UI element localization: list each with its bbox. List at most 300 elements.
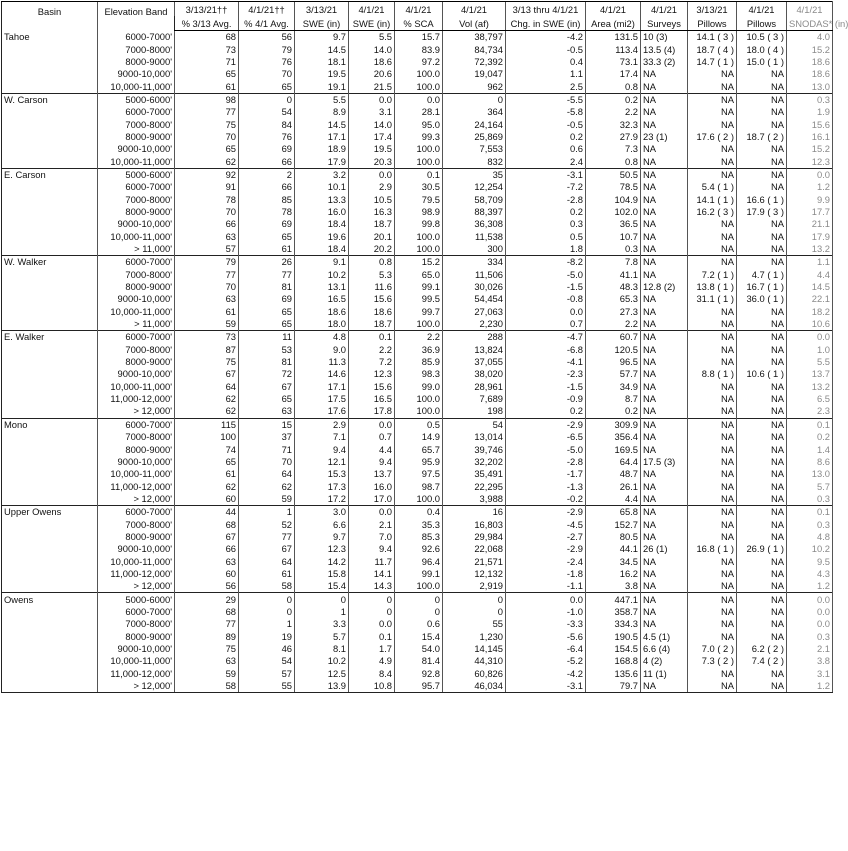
pillows-apr-cell: NA xyxy=(737,80,787,93)
pillows-mar-cell: 7.2 ( 1 ) xyxy=(688,269,737,281)
basin-cell xyxy=(2,456,98,468)
sca-cell: 98.9 xyxy=(395,206,443,218)
chg-cell: -4.2 xyxy=(506,31,586,44)
area-cell: 78.5 xyxy=(586,181,641,193)
basin-cell xyxy=(2,281,98,293)
chg-cell: -0.9 xyxy=(506,393,586,405)
header-vol-date: 4/1/21 xyxy=(443,2,506,17)
elevation-band-cell: 11,000-12,000' xyxy=(98,393,175,405)
surveys-cell: NA xyxy=(641,593,688,606)
sca-cell: 100.0 xyxy=(395,493,443,506)
vol-cell: 46,034 xyxy=(443,680,506,693)
sca-cell: 85.9 xyxy=(395,356,443,368)
snodas-cell: 13.0 xyxy=(787,468,833,480)
surveys-cell: NA xyxy=(641,368,688,380)
swe-apr-cell: 0 xyxy=(349,606,395,618)
vol-cell: 39,746 xyxy=(443,443,506,455)
snodas-cell: 17.9 xyxy=(787,231,833,243)
table-row xyxy=(2,668,833,680)
table-row xyxy=(2,368,833,380)
snodas-cell: 15.2 xyxy=(787,143,833,155)
basin-cell xyxy=(2,43,98,55)
pillows-mar-cell: 5.4 ( 1 ) xyxy=(688,181,737,193)
basin-cell xyxy=(2,68,98,80)
sca-cell: 100.0 xyxy=(395,143,443,155)
snodas-cell: 3.1 xyxy=(787,668,833,680)
vol-cell: 13,824 xyxy=(443,344,506,356)
pct-avg-cell: 65 xyxy=(175,143,239,155)
swe-mar-cell: 15.3 xyxy=(295,468,349,480)
table-row xyxy=(2,318,833,331)
header-surveys: Surveys xyxy=(641,16,688,31)
pillows-mar-cell: NA xyxy=(688,155,737,168)
pct-apr-cell: 61 xyxy=(239,568,295,580)
area-cell: 154.5 xyxy=(586,643,641,655)
surveys-cell: NA xyxy=(641,218,688,230)
sca-cell: 92.6 xyxy=(395,543,443,555)
header-pct-avg-date: 3/13/21†† xyxy=(175,2,239,17)
elevation-band-cell: 7000-8000' xyxy=(98,193,175,205)
sca-cell: 0.4 xyxy=(395,506,443,519)
table-row xyxy=(2,493,833,506)
pillows-apr-cell: NA xyxy=(737,518,787,530)
snodas-cell: 16.1 xyxy=(787,131,833,143)
elevation-band-cell: 10,000-11,000' xyxy=(98,468,175,480)
swe-apr-cell: 8.4 xyxy=(349,668,395,680)
basin-cell xyxy=(2,381,98,393)
sca-cell: 0.1 xyxy=(395,168,443,181)
elevation-band-cell: > 12,000' xyxy=(98,493,175,506)
area-cell: 0.8 xyxy=(586,80,641,93)
pillows-mar-cell: 14.1 ( 3 ) xyxy=(688,31,737,44)
pct-apr-cell: 26 xyxy=(239,256,295,269)
sca-cell: 99.1 xyxy=(395,568,443,580)
basin-cell xyxy=(2,131,98,143)
snodas-cell: 21.1 xyxy=(787,218,833,230)
sca-cell: 0.6 xyxy=(395,618,443,630)
table-row xyxy=(2,480,833,492)
pct-avg-cell: 77 xyxy=(175,269,239,281)
basin-cell xyxy=(2,405,98,418)
elevation-band-cell: 9000-10,000' xyxy=(98,68,175,80)
area-cell: 65.3 xyxy=(586,293,641,305)
pct-apr-cell: 59 xyxy=(239,493,295,506)
swe-apr-cell: 0 xyxy=(349,593,395,606)
snodas-cell: 0.0 xyxy=(787,168,833,181)
area-cell: 79.7 xyxy=(586,680,641,693)
header-sca: % SCA xyxy=(395,16,443,31)
pillows-mar-cell: NA xyxy=(688,356,737,368)
surveys-cell: 13.5 (4) xyxy=(641,43,688,55)
chg-cell: -8.2 xyxy=(506,256,586,269)
surveys-cell: NA xyxy=(641,468,688,480)
pillows-mar-cell: NA xyxy=(688,143,737,155)
surveys-cell: NA xyxy=(641,68,688,80)
vol-cell: 72,392 xyxy=(443,56,506,68)
pct-avg-cell: 79 xyxy=(175,256,239,269)
surveys-cell: NA xyxy=(641,480,688,492)
area-cell: 57.7 xyxy=(586,368,641,380)
snodas-cell: 5.5 xyxy=(787,356,833,368)
table-row xyxy=(2,518,833,530)
pillows-apr-cell: NA xyxy=(737,168,787,181)
vol-cell: 21,571 xyxy=(443,555,506,567)
swe-apr-cell: 0.0 xyxy=(349,418,395,431)
swe-mar-cell: 18.1 xyxy=(295,56,349,68)
chg-cell: 0.2 xyxy=(506,405,586,418)
swe-apr-cell: 16.3 xyxy=(349,206,395,218)
table-row xyxy=(2,218,833,230)
pillows-mar-cell: NA xyxy=(688,231,737,243)
table-row xyxy=(2,680,833,693)
surveys-cell: NA xyxy=(641,381,688,393)
pillows-apr-cell: 15.0 ( 1 ) xyxy=(737,56,787,68)
swe-apr-cell: 10.5 xyxy=(349,193,395,205)
basin-cell xyxy=(2,643,98,655)
header-elevation-band: Elevation Band xyxy=(98,2,175,31)
header-row-1 xyxy=(2,2,833,17)
sca-cell: 98.7 xyxy=(395,480,443,492)
elevation-band-cell: 10,000-11,000' xyxy=(98,555,175,567)
elevation-band-cell: 10,000-11,000' xyxy=(98,231,175,243)
vol-cell: 22,068 xyxy=(443,543,506,555)
pillows-apr-cell: NA xyxy=(737,431,787,443)
vol-cell: 35 xyxy=(443,168,506,181)
swe-apr-cell: 0.0 xyxy=(349,506,395,519)
table-row xyxy=(2,631,833,643)
sca-cell: 30.5 xyxy=(395,181,443,193)
swe-apr-cell: 20.1 xyxy=(349,231,395,243)
surveys-cell: 6.6 (4) xyxy=(641,643,688,655)
pillows-mar-cell: 16.2 ( 3 ) xyxy=(688,206,737,218)
pillows-apr-cell: 10.5 ( 3 ) xyxy=(737,31,787,44)
sca-cell: 100.0 xyxy=(395,243,443,256)
basin-cell xyxy=(2,181,98,193)
pct-avg-cell: 71 xyxy=(175,56,239,68)
pct-avg-cell: 87 xyxy=(175,344,239,356)
vol-cell: 7,553 xyxy=(443,143,506,155)
swe-apr-cell: 15.6 xyxy=(349,293,395,305)
pct-apr-cell: 81 xyxy=(239,356,295,368)
swe-mar-cell: 3.0 xyxy=(295,506,349,519)
elevation-band-cell: 9000-10,000' xyxy=(98,643,175,655)
chg-cell: -6.5 xyxy=(506,431,586,443)
pct-avg-cell: 89 xyxy=(175,631,239,643)
table-row xyxy=(2,243,833,256)
pct-avg-cell: 63 xyxy=(175,655,239,667)
pillows-apr-cell: NA xyxy=(737,143,787,155)
snodas-cell: 13.2 xyxy=(787,381,833,393)
sca-cell: 99.1 xyxy=(395,281,443,293)
vol-cell: 962 xyxy=(443,80,506,93)
pillows-apr-cell: 7.4 ( 2 ) xyxy=(737,655,787,667)
area-cell: 44.1 xyxy=(586,543,641,555)
table-row xyxy=(2,281,833,293)
swe-apr-cell: 12.3 xyxy=(349,368,395,380)
pillows-apr-cell: NA xyxy=(737,331,787,344)
pillows-apr-cell: NA xyxy=(737,443,787,455)
pct-avg-cell: 65 xyxy=(175,68,239,80)
chg-cell: 0.2 xyxy=(506,206,586,218)
swe-mar-cell: 17.1 xyxy=(295,381,349,393)
snodas-cell: 5.7 xyxy=(787,480,833,492)
pillows-mar-cell: NA xyxy=(688,68,737,80)
pct-avg-cell: 63 xyxy=(175,231,239,243)
basin-cell xyxy=(2,480,98,492)
basin-cell xyxy=(2,631,98,643)
swe-apr-cell: 18.7 xyxy=(349,218,395,230)
elevation-band-cell: 11,000-12,000' xyxy=(98,668,175,680)
pillows-apr-cell: 18.7 ( 2 ) xyxy=(737,131,787,143)
area-cell: 168.8 xyxy=(586,655,641,667)
swe-apr-cell: 15.6 xyxy=(349,381,395,393)
swe-mar-cell: 14.5 xyxy=(295,43,349,55)
snodas-cell: 1.2 xyxy=(787,680,833,693)
pct-apr-cell: 61 xyxy=(239,243,295,256)
snodas-cell: 4.8 xyxy=(787,531,833,543)
vol-cell: 3,988 xyxy=(443,493,506,506)
swe-apr-cell: 4.9 xyxy=(349,655,395,667)
sca-cell: 97.2 xyxy=(395,56,443,68)
chg-cell: -2.8 xyxy=(506,193,586,205)
chg-cell: -1.8 xyxy=(506,568,586,580)
surveys-cell: NA xyxy=(641,106,688,118)
swe-mar-cell: 15.4 xyxy=(295,580,349,593)
pct-apr-cell: 84 xyxy=(239,118,295,130)
swe-mar-cell: 12.3 xyxy=(295,543,349,555)
chg-cell: -0.5 xyxy=(506,43,586,55)
pct-avg-cell: 61 xyxy=(175,80,239,93)
elevation-band-cell: 6000-7000' xyxy=(98,506,175,519)
snodas-cell: 0.1 xyxy=(787,418,833,431)
pillows-mar-cell: 14.1 ( 1 ) xyxy=(688,193,737,205)
basin-cell xyxy=(2,106,98,118)
pillows-mar-cell: NA xyxy=(688,318,737,331)
surveys-cell: NA xyxy=(641,143,688,155)
area-cell: 190.5 xyxy=(586,631,641,643)
swe-apr-cell: 14.0 xyxy=(349,43,395,55)
pillows-mar-cell: 8.8 ( 1 ) xyxy=(688,368,737,380)
surveys-cell: 10 (3) xyxy=(641,31,688,44)
swe-mar-cell: 17.5 xyxy=(295,393,349,405)
pillows-apr-cell: NA xyxy=(737,555,787,567)
chg-cell: -4.5 xyxy=(506,518,586,530)
chg-cell: -0.8 xyxy=(506,293,586,305)
swe-apr-cell: 2.9 xyxy=(349,181,395,193)
chg-cell: 0.5 xyxy=(506,231,586,243)
elevation-band-cell: 7000-8000' xyxy=(98,518,175,530)
elevation-band-cell: 8000-9000' xyxy=(98,206,175,218)
table-row xyxy=(2,269,833,281)
header-pct-avg: % 3/13 Avg. xyxy=(175,16,239,31)
pillows-mar-cell: NA xyxy=(688,393,737,405)
surveys-cell: NA xyxy=(641,155,688,168)
vol-cell: 14,145 xyxy=(443,643,506,655)
table-row xyxy=(2,193,833,205)
pillows-apr-cell: NA xyxy=(737,668,787,680)
header-snodas-date: 4/1/21 xyxy=(787,2,833,17)
area-cell: 48.7 xyxy=(586,468,641,480)
pct-avg-cell: 78 xyxy=(175,193,239,205)
basin-cell xyxy=(2,568,98,580)
swe-apr-cell: 0.0 xyxy=(349,93,395,106)
sca-cell: 54.0 xyxy=(395,643,443,655)
sca-cell: 99.3 xyxy=(395,131,443,143)
vol-cell: 0 xyxy=(443,606,506,618)
pct-avg-cell: 58 xyxy=(175,680,239,693)
swe-mar-cell: 14.6 xyxy=(295,368,349,380)
surveys-cell: NA xyxy=(641,493,688,506)
swe-apr-cell: 14.0 xyxy=(349,118,395,130)
sca-cell: 98.3 xyxy=(395,368,443,380)
sca-cell: 100.0 xyxy=(395,231,443,243)
pillows-mar-cell: 7.3 ( 2 ) xyxy=(688,655,737,667)
chg-cell: -1.0 xyxy=(506,606,586,618)
pct-apr-cell: 65 xyxy=(239,318,295,331)
table-row xyxy=(2,293,833,305)
elevation-band-cell: > 12,000' xyxy=(98,680,175,693)
basin-cell xyxy=(2,80,98,93)
swe-mar-cell: 3.3 xyxy=(295,618,349,630)
snodas-cell: 13.2 xyxy=(787,243,833,256)
vol-cell: 19,047 xyxy=(443,68,506,80)
surveys-cell: NA xyxy=(641,118,688,130)
pct-apr-cell: 76 xyxy=(239,131,295,143)
elevation-band-cell: 6000-7000' xyxy=(98,331,175,344)
pillows-mar-cell: 31.1 ( 1 ) xyxy=(688,293,737,305)
basin-cell: Mono xyxy=(2,418,98,431)
pillows-mar-cell: NA xyxy=(688,443,737,455)
pct-avg-cell: 100 xyxy=(175,431,239,443)
pillows-mar-cell: NA xyxy=(688,344,737,356)
surveys-cell: 4 (2) xyxy=(641,655,688,667)
sca-cell: 83.9 xyxy=(395,43,443,55)
vol-cell: 7,689 xyxy=(443,393,506,405)
swe-mar-cell: 19.1 xyxy=(295,80,349,93)
basin-cell xyxy=(2,431,98,443)
elevation-band-cell: 10,000-11,000' xyxy=(98,80,175,93)
area-cell: 65.8 xyxy=(586,506,641,519)
pct-apr-cell: 15 xyxy=(239,418,295,431)
swe-mar-cell: 13.9 xyxy=(295,680,349,693)
swe-apr-cell: 11.7 xyxy=(349,555,395,567)
pillows-mar-cell: NA xyxy=(688,418,737,431)
pct-avg-cell: 62 xyxy=(175,480,239,492)
pct-apr-cell: 70 xyxy=(239,68,295,80)
header-pillows-apr-date: 4/1/21 xyxy=(737,2,787,17)
area-cell: 104.9 xyxy=(586,193,641,205)
pillows-mar-cell: NA xyxy=(688,93,737,106)
area-cell: 34.5 xyxy=(586,555,641,567)
swe-apr-cell: 21.5 xyxy=(349,80,395,93)
sca-cell: 99.8 xyxy=(395,218,443,230)
basin-cell: Upper Owens xyxy=(2,506,98,519)
pillows-apr-cell: NA xyxy=(737,256,787,269)
pct-avg-cell: 64 xyxy=(175,381,239,393)
surveys-cell: NA xyxy=(641,568,688,580)
pillows-mar-cell: NA xyxy=(688,593,737,606)
vol-cell: 198 xyxy=(443,405,506,418)
vol-cell: 54,454 xyxy=(443,293,506,305)
basin-cell xyxy=(2,655,98,667)
basin-cell xyxy=(2,368,98,380)
area-cell: 60.7 xyxy=(586,331,641,344)
header-swe-mar: SWE (in) xyxy=(295,16,349,31)
sca-cell: 99.7 xyxy=(395,306,443,318)
chg-cell: -6.8 xyxy=(506,344,586,356)
chg-cell: 0.2 xyxy=(506,131,586,143)
elevation-band-cell: > 12,000' xyxy=(98,580,175,593)
basin-cell xyxy=(2,543,98,555)
header-sca-date: 4/1/21 xyxy=(395,2,443,17)
snodas-cell: 4.4 xyxy=(787,269,833,281)
vol-cell: 2,230 xyxy=(443,318,506,331)
sca-cell: 100.0 xyxy=(395,405,443,418)
table-row xyxy=(2,344,833,356)
header-snodas: SNODAS* (in) xyxy=(787,16,833,31)
chg-cell: -1.5 xyxy=(506,281,586,293)
swe-apr-cell: 5.3 xyxy=(349,269,395,281)
snodas-cell: 10.6 xyxy=(787,318,833,331)
pct-avg-cell: 70 xyxy=(175,281,239,293)
swe-apr-cell: 9.4 xyxy=(349,543,395,555)
swe-apr-cell: 0.0 xyxy=(349,168,395,181)
pillows-apr-cell: NA xyxy=(737,393,787,405)
pillows-apr-cell: NA xyxy=(737,580,787,593)
pct-apr-cell: 78 xyxy=(239,206,295,218)
table-row xyxy=(2,93,833,106)
sca-cell: 0 xyxy=(395,593,443,606)
swe-mar-cell: 17.2 xyxy=(295,493,349,506)
snodas-cell: 13.0 xyxy=(787,80,833,93)
surveys-cell: NA xyxy=(641,331,688,344)
elevation-band-cell: > 12,000' xyxy=(98,405,175,418)
swe-mar-cell: 10.2 xyxy=(295,655,349,667)
basin-cell xyxy=(2,443,98,455)
elevation-band-cell: 9000-10,000' xyxy=(98,456,175,468)
pct-apr-cell: 77 xyxy=(239,531,295,543)
surveys-cell: NA xyxy=(641,443,688,455)
pillows-mar-cell: 17.6 ( 2 ) xyxy=(688,131,737,143)
swe-mar-cell: 18.9 xyxy=(295,143,349,155)
snowpack-table xyxy=(1,1,848,693)
swe-mar-cell: 1 xyxy=(295,606,349,618)
swe-apr-cell: 4.4 xyxy=(349,443,395,455)
pct-avg-cell: 73 xyxy=(175,43,239,55)
snodas-cell: 10.2 xyxy=(787,543,833,555)
chg-cell: 0.7 xyxy=(506,318,586,331)
elevation-band-cell: 7000-8000' xyxy=(98,118,175,130)
table-row xyxy=(2,580,833,593)
area-cell: 0.3 xyxy=(586,243,641,256)
area-cell: 48.3 xyxy=(586,281,641,293)
pct-avg-cell: 62 xyxy=(175,393,239,405)
swe-apr-cell: 7.0 xyxy=(349,531,395,543)
snodas-cell: 0.3 xyxy=(787,518,833,530)
surveys-cell: NA xyxy=(641,618,688,630)
swe-mar-cell: 10.2 xyxy=(295,269,349,281)
basin-cell xyxy=(2,356,98,368)
elevation-band-cell: 6000-7000' xyxy=(98,606,175,618)
table-row xyxy=(2,168,833,181)
swe-mar-cell: 17.3 xyxy=(295,480,349,492)
pillows-apr-cell: NA xyxy=(737,306,787,318)
table-row xyxy=(2,80,833,93)
pillows-mar-cell: 7.0 ( 2 ) xyxy=(688,643,737,655)
table-row xyxy=(2,68,833,80)
swe-mar-cell: 7.1 xyxy=(295,431,349,443)
pillows-mar-cell: NA xyxy=(688,256,737,269)
